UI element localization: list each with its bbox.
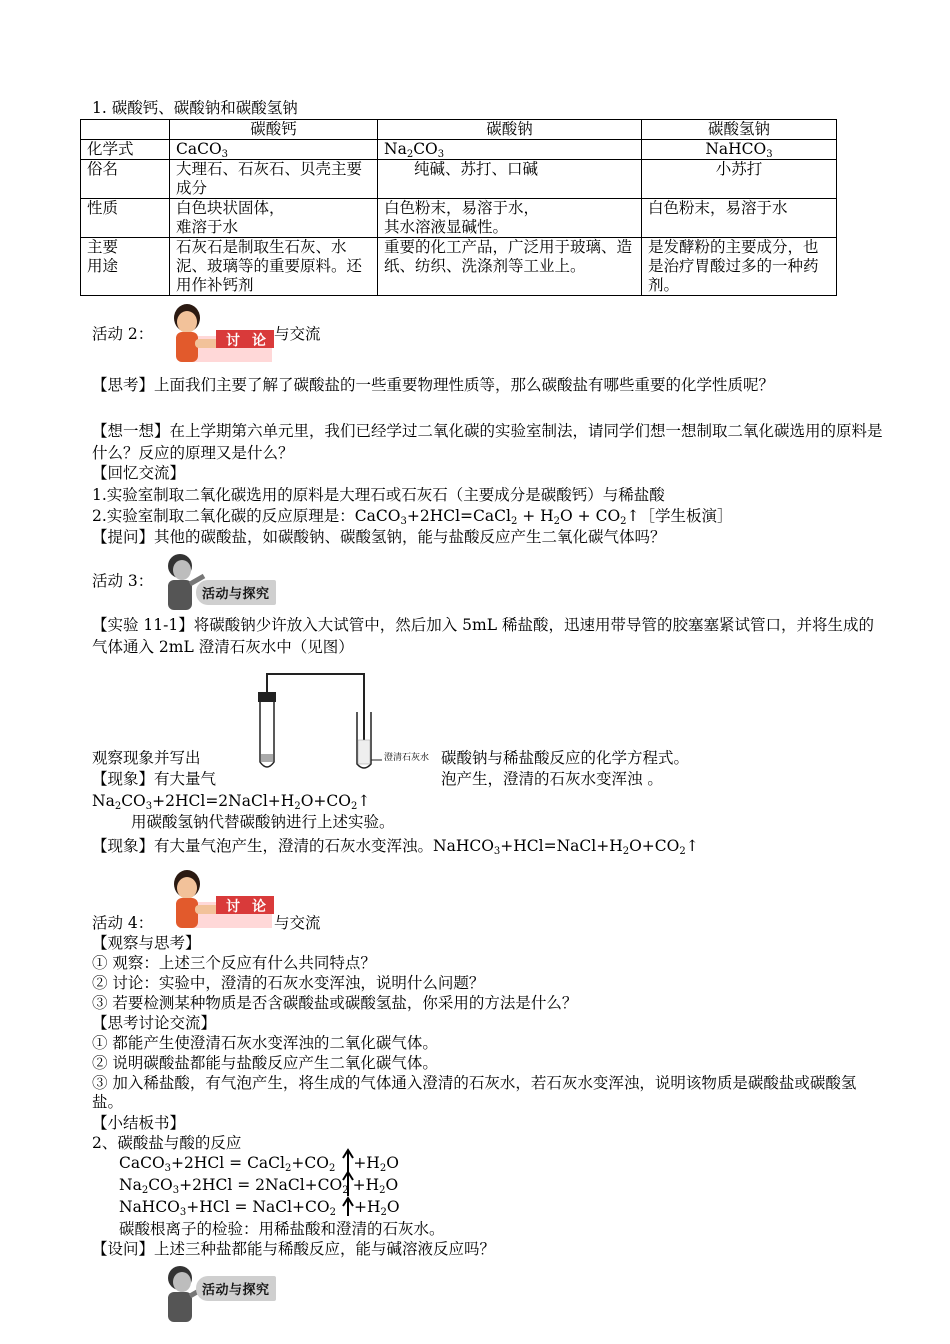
discussion-badge-icon-2 bbox=[160, 862, 274, 934]
cell-property-caco3: 白色块状固体， 难溶于水 bbox=[170, 199, 378, 238]
table-header-empty bbox=[81, 120, 170, 140]
cell-common-na2co3: 纯碱、苏打、口碱 bbox=[378, 160, 642, 199]
phenomenon1-left: 【现象】有大量气 bbox=[92, 770, 217, 788]
gas-up-arrows-icon bbox=[338, 1144, 358, 1224]
apparatus-figure bbox=[250, 666, 450, 776]
carbonate-test-line: 碳酸根离子的检验：用稀盐酸和澄清的石灰水。 bbox=[119, 1220, 445, 1238]
cell-formula-na2co3: $Na_2CO_3$ bbox=[378, 140, 642, 160]
cell-formula-caco3: CaCO$_3$ bbox=[170, 140, 378, 160]
observe-right: 碳酸钠与稀盐酸反应的化学方程式。 bbox=[441, 749, 690, 767]
question-3: ③ 若要检测某种物质是否含碳酸盐或碳酸氢盐，你采用的方法是什么？ bbox=[92, 994, 578, 1012]
carbonate-table bbox=[80, 119, 837, 296]
cell-common-nahco3: 小苏打 bbox=[642, 160, 837, 199]
badge-char-1: 讨 bbox=[226, 333, 240, 349]
row-label-property: 性质 bbox=[81, 199, 170, 238]
activity5-badge-label: 活动与探究 bbox=[196, 1276, 276, 1301]
apparatus-label: 澄清石灰水 bbox=[384, 753, 430, 763]
cell-property-na2co3: 白色粉末，易溶于水， 其水溶液显碱性。 bbox=[378, 199, 642, 238]
summary-title: 【小结板书】 bbox=[92, 1114, 186, 1132]
cell-use-nahco3: 是发酵粉的主要成分，也是治疗胃酸过多的一种药剂。 bbox=[642, 238, 837, 296]
phenomenon2-line: 【现象】有大量气泡产生，澄清的石灰水变浑浊。$NaHCO_3+HCl=NaCl+H_2O+CO_2↑$ bbox=[92, 837, 699, 857]
cell-use-na2co3: 重要的化工产品，广泛用于玻璃、造纸、纺织、洗涤剂等工业上。 bbox=[378, 238, 642, 296]
discuss-title: 【思考讨论交流】 bbox=[92, 1014, 217, 1032]
table-header-caco3: 碳酸钙 bbox=[170, 120, 378, 140]
ask-paragraph: 【提问】其他的碳酸盐，如碳酸钠、碳酸氢钠，能与盐酸反应产生二氧化碳气体吗？ bbox=[92, 528, 666, 546]
activity4-suffix: 与交流 bbox=[274, 914, 321, 932]
further-ask: 【设问】上述三种盐都能与稀酸反应，能与碱溶液反应吗？ bbox=[92, 1240, 496, 1258]
table-row-property bbox=[81, 199, 837, 238]
section1-title: 1. 碳酸钙、碳酸钠和碳酸氢钠 bbox=[92, 99, 298, 117]
equation-nahco3: NaHCO$_3$+HCl = $NaCl+CO_2 +H_2O$ bbox=[119, 1198, 400, 1218]
table-header-row bbox=[81, 120, 837, 140]
observe-think-title: 【观察与思考】 bbox=[92, 934, 201, 952]
observe-left: 观察现象并写出 bbox=[92, 749, 201, 767]
activity4-prefix: 活动 4： bbox=[92, 914, 154, 932]
activity-explore-badge-icon bbox=[160, 550, 278, 612]
talk-badge-bar-2 bbox=[216, 896, 274, 914]
row-label-formula: 化学式 bbox=[81, 140, 170, 160]
badge-char-1: 讨 bbox=[226, 899, 240, 915]
talk-badge-bar bbox=[216, 330, 274, 348]
replace-line: 用碳酸氢钠代替碳酸钠进行上述实验。 bbox=[131, 813, 395, 831]
activity2-prefix: 活动 2： bbox=[92, 325, 154, 343]
experiment-paragraph: 【实验 11-1】将碳酸钠少许放入大试管中，然后加入 5mL 稀盐酸，迅速用带导管的胶塞塞紧试管口，并将生成的气体通入 2mL 澄清石灰水中（见图） bbox=[92, 616, 874, 656]
phenomenon1-right: 泡产生，澄清的石灰水变浑浊 。 bbox=[441, 770, 663, 788]
table-row-formula bbox=[81, 140, 837, 160]
badge-char-2: 论 bbox=[252, 899, 266, 915]
cell-formula-nahco3: NaHCO$_3$ bbox=[642, 140, 837, 160]
answer-2: ② 说明碳酸盐都能与盐酸反应产生二氧化碳气体。 bbox=[92, 1054, 438, 1072]
question-2: ② 讨论：实验中，澄清的石灰水变浑浊，说明什么问题？ bbox=[92, 974, 485, 992]
question-1: ① 观察：上述三个反应有什么共同特点？ bbox=[92, 954, 376, 972]
recall-title: 【回忆交流】 bbox=[92, 464, 186, 482]
cell-property-nahco3: 白色粉末，易溶于水 bbox=[642, 199, 837, 238]
cell-common-caco3: 大理石、石灰石、贝壳主要成分 bbox=[170, 160, 378, 199]
activity3-prefix: 活动 3： bbox=[92, 572, 154, 590]
answer-1: ① 都能产生使澄清石灰水变浑浊的二氧化碳气体。 bbox=[92, 1034, 438, 1052]
equation-na2co3: $Na_2CO_3+2HCl$ = $2NaCl+CO_2 +H_2O$ bbox=[119, 1176, 399, 1196]
equation-caco3: CaCO$_3$+2HCl = $CaCl_2+CO_2 +H_2O$ bbox=[119, 1154, 399, 1174]
table-header-na2co3: 碳酸钠 bbox=[378, 120, 642, 140]
activity-explore-badge-icon-2 bbox=[160, 1262, 278, 1324]
caco3-hcl-equation: CaCO$_3$+2HCl=CaCl$_2$ + $H_2O$ + $CO_2↑$ bbox=[354, 507, 640, 527]
think-paragraph: 【思考】上面我们主要了解了碳酸盐的一些重要物理性质等，那么碳酸盐有哪些重要的化学性质呢？ bbox=[92, 376, 775, 394]
answer-3: ③ 加入稀盐酸，有气泡产生，将生成的气体通入澄清的石灰水，若石灰水变浑浊，说明该物质是碳酸盐或碳酸氢盐。 bbox=[92, 1074, 857, 1111]
badge-char-2: 论 bbox=[252, 333, 266, 349]
table-header-nahco3: 碳酸氢钠 bbox=[642, 120, 837, 140]
imagine-paragraph: 【想一想】在上学期第六单元里，我们已经学过二氧化碳的实验室制法，请同学们想一想制取二氧化碳选用的原料是什么？反应的原理又是什么？ bbox=[92, 422, 883, 462]
recall-line-2: 2.实验室制取二氧化碳的反应原理是：CaCO$_3$+2HCl=CaCl$_2$ + $H_2O$ + $CO_2↑[$学生板演］ bbox=[92, 507, 733, 527]
discussion-badge-icon bbox=[160, 296, 274, 368]
na2co3-equation: $Na_2CO_3+2HCl=2NaCl+H_2O+CO_2↑$ bbox=[92, 792, 371, 812]
table-row-common-name bbox=[81, 160, 837, 199]
activity2-suffix: 与交流 bbox=[274, 325, 321, 343]
table-row-use bbox=[81, 238, 837, 296]
section2-title: 2、碳酸盐与酸的反应 bbox=[92, 1134, 242, 1152]
nahco3-equation-inline: $NaHCO_3+HCl=NaCl+H_2O+CO_2↑$ bbox=[433, 837, 699, 857]
row-label-common-name: 俗名 bbox=[81, 160, 170, 199]
recall-line-1: 1.实验室制取二氧化碳选用的原料是大理石或石灰石（主要成分是碳酸钙）与稀盐酸 bbox=[92, 486, 665, 504]
activity3-badge-label: 活动与探究 bbox=[196, 580, 276, 605]
cell-use-caco3: 石灰石是制取生石灰、水泥、玻璃等的重要原料。还用作补钙剂 bbox=[170, 238, 378, 296]
row-label-use: 主要 用途 bbox=[81, 238, 170, 296]
